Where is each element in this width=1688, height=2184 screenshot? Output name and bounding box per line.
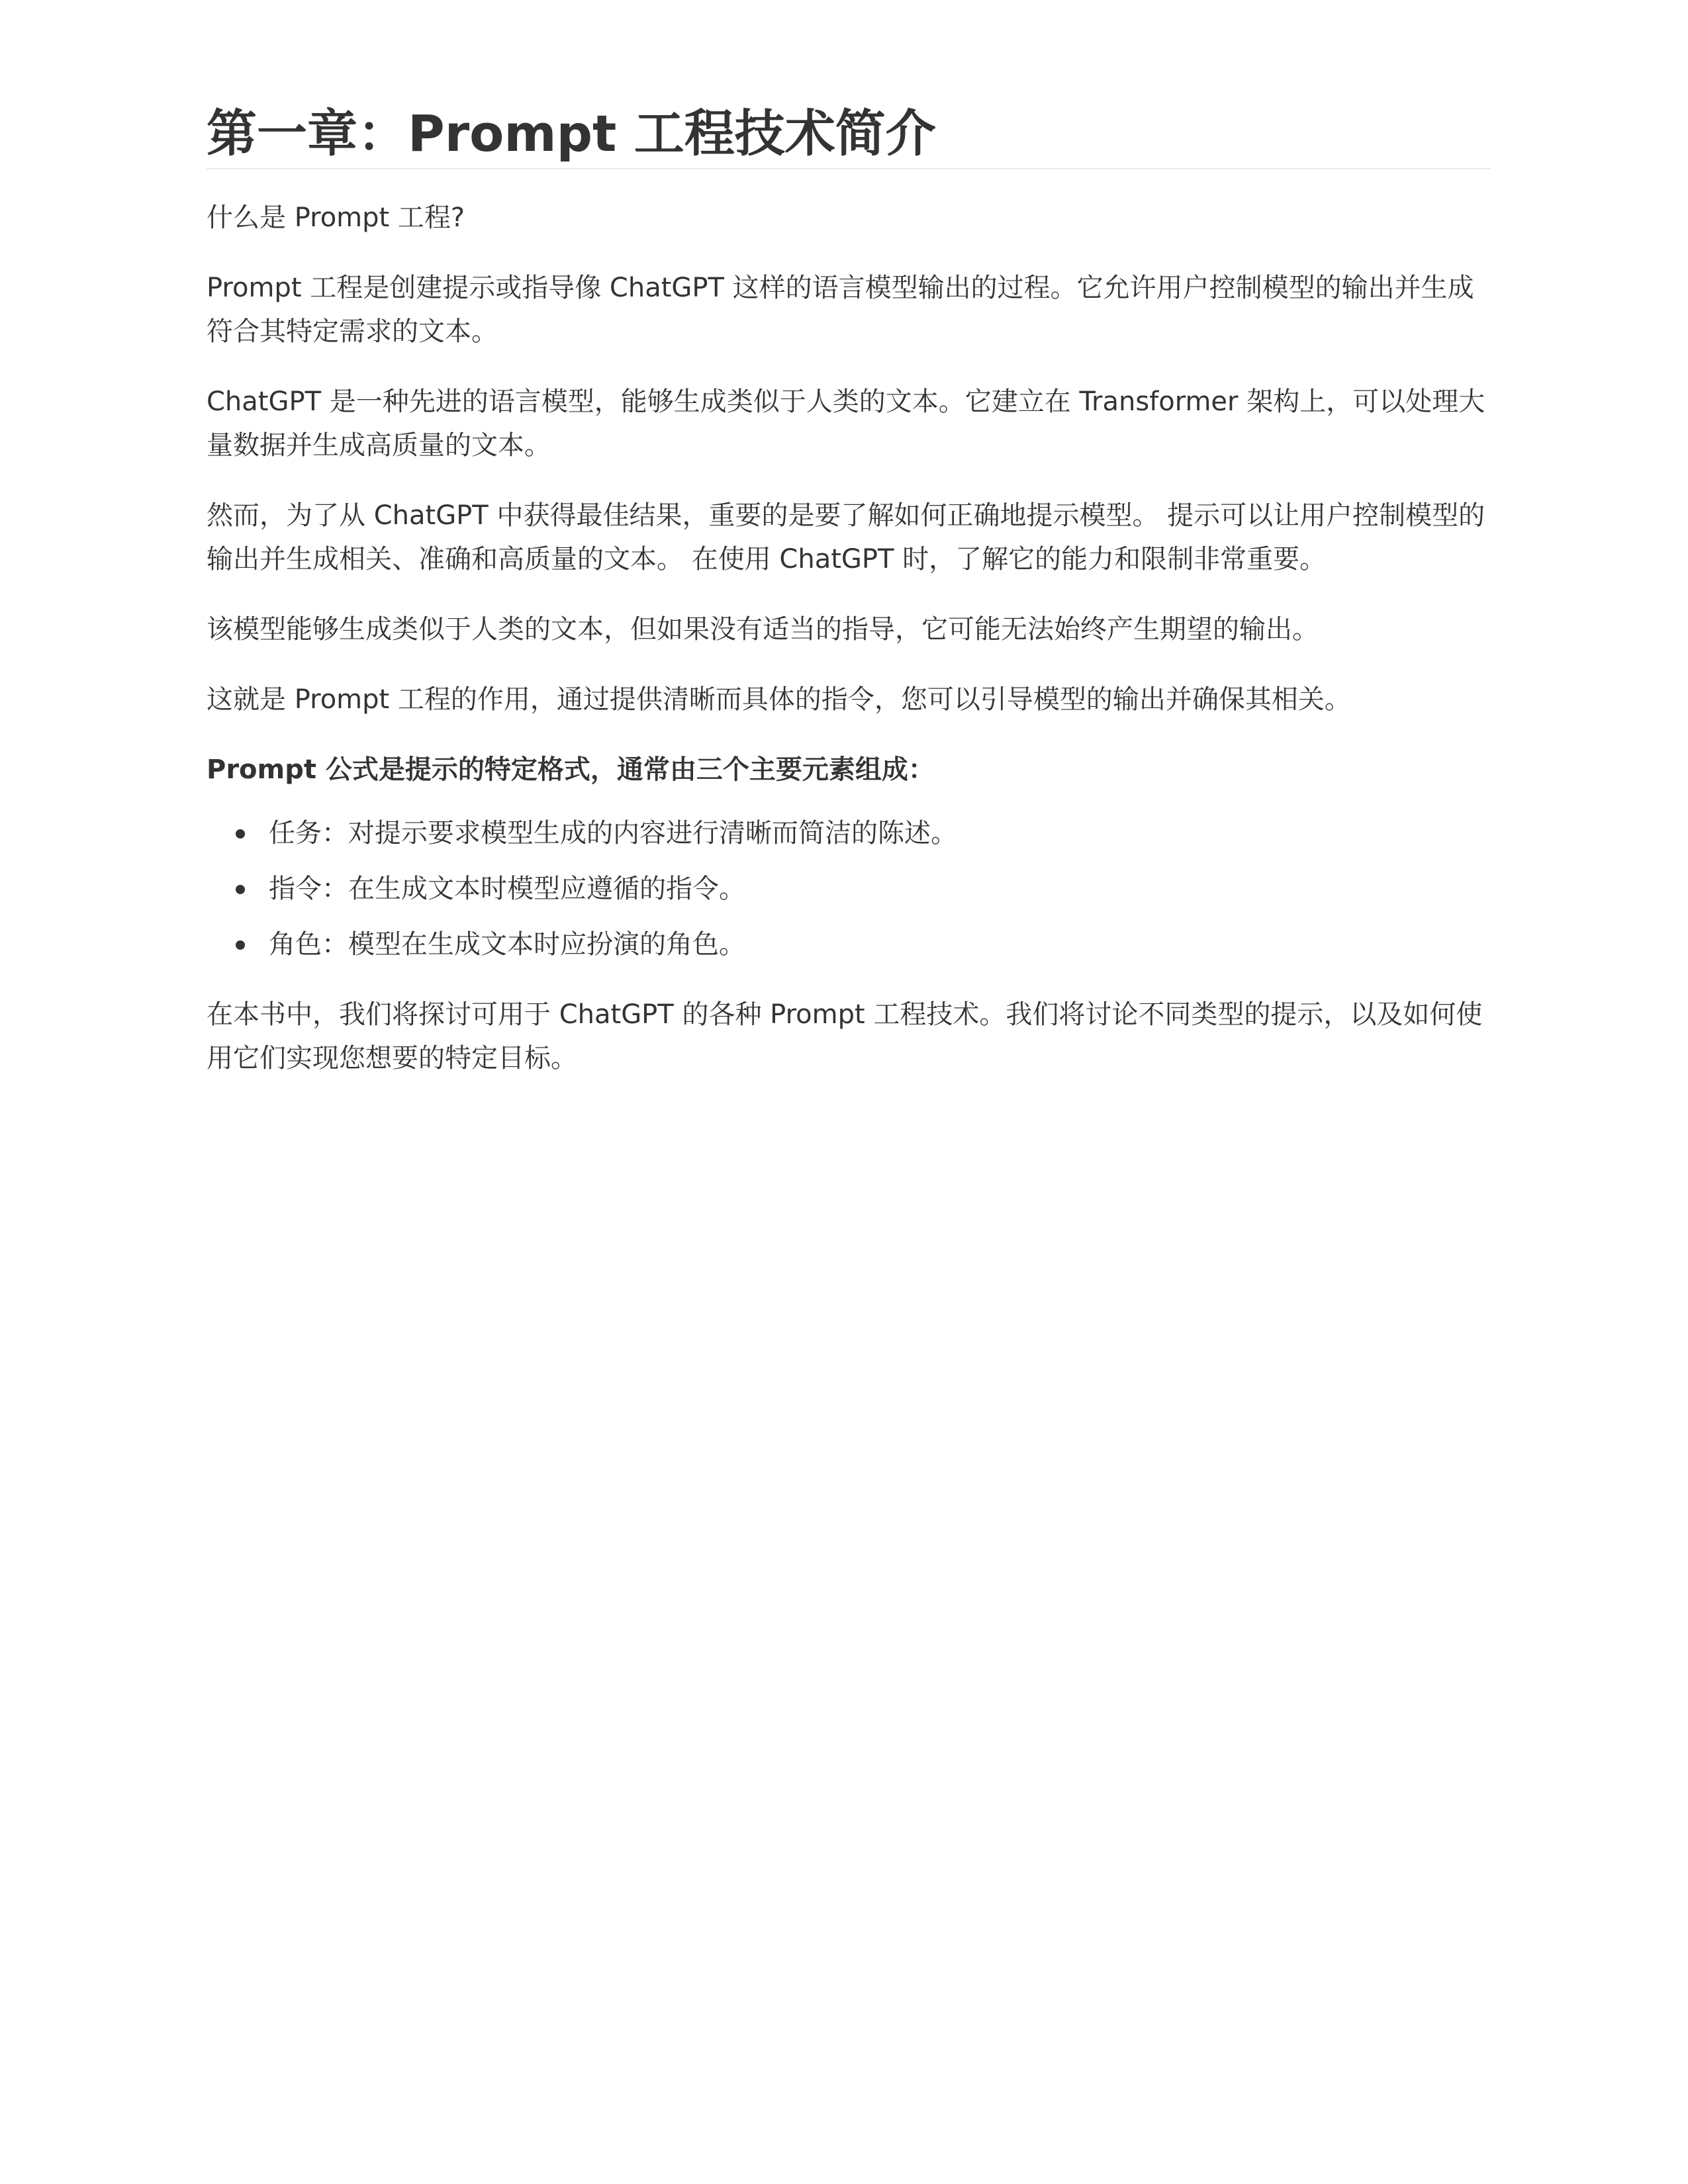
chapter-title: 第一章：Prompt 工程技术简介 xyxy=(207,99,1491,169)
paragraph-role-of-prompt: 这就是 Prompt 工程的作用，通过提供清晰而具体的指令，您可以引导模型的输出并确保其相关。 xyxy=(207,684,1351,715)
paragraph-what-is: 什么是 Prompt 工程? xyxy=(207,203,465,233)
list-item-text: 任务：对提示要求模型生成的内容进行清晰而简洁的陈述。 xyxy=(269,818,957,848)
document-page xyxy=(207,99,1491,1080)
list-item-text: 角色：模型在生成文本时应扮演的角色。 xyxy=(269,929,745,960)
list-item-text: 指令：在生成文本时模型应遵循的指令。 xyxy=(269,874,745,904)
bullet-icon xyxy=(236,829,245,839)
bullet-icon xyxy=(236,940,245,950)
formula-heading: Prompt 公式是提示的特定格式，通常由三个主要元素组成： xyxy=(207,754,935,785)
paragraph-chatgpt: ChatGPT 是一种先进的语言模型，能够生成类似于人类的文本。它建立在 Transformer 架构上，可以处理大量数据并生成高质量的文本。 xyxy=(207,387,1485,461)
bullet-icon xyxy=(236,885,245,894)
paragraph-definition: Prompt 工程是创建提示或指导像 ChatGPT 这样的语言模型输出的过程。它允许用户控制模型的输出并生成符合其特定需求的文本。 xyxy=(207,273,1474,347)
list-item-role xyxy=(207,923,1491,966)
paragraph-guidance: 该模型能够生成类似于人类的文本，但如果没有适当的指导，它可能无法始终产生期望的输出。 xyxy=(207,614,1319,645)
paragraph-best-results: 然而，为了从 ChatGPT 中获得最佳结果，重要的是要了解如何正确地提示模型。 提示可以让用户控制模型的输出并生成相关、准确和高质量的文本。 在使用 ChatGPT 时，了解它的能力和限制非常重要。 xyxy=(207,500,1485,574)
paragraph-closing: 在本书中，我们将探讨可用于 ChatGPT 的各种 Prompt 工程技术。我们将讨论不同类型的提示，以及如何使用它们实现您想要的特定目标。 xyxy=(207,999,1483,1073)
list-item-task xyxy=(207,811,1491,855)
formula-elements-list xyxy=(207,811,1491,966)
list-item-instruction xyxy=(207,867,1491,911)
